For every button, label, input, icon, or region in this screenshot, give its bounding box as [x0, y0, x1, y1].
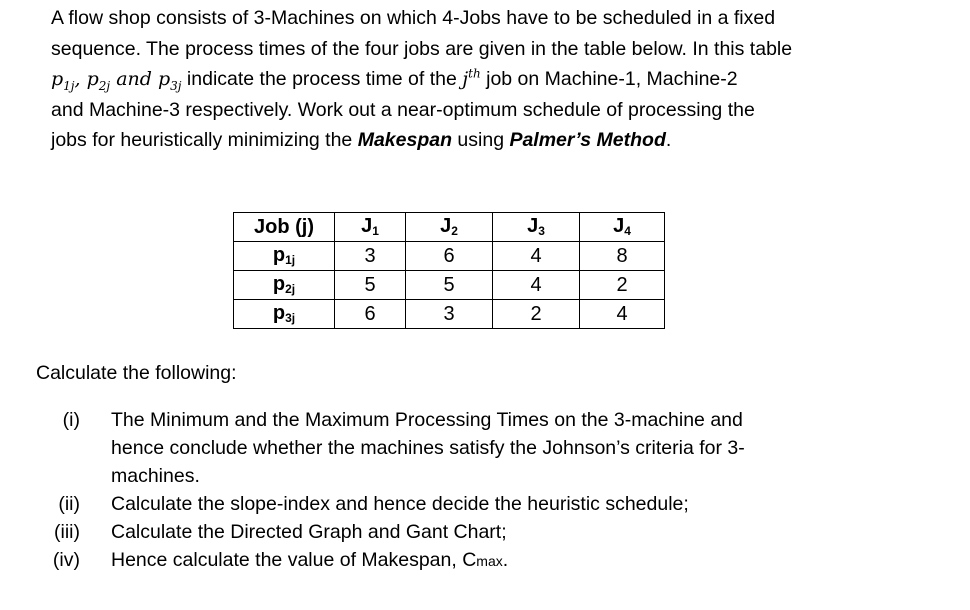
- question-1: [111, 406, 811, 490]
- intro-line-3: $p_{1j}$, $p_{2j}$ and $p_{3j}$ indicate the process time of the $j^{th}$ job on Machine-1, Machine-2: [51, 66, 738, 93]
- table-cell: 2: [580, 271, 665, 300]
- question-number-1: (i): [62, 409, 80, 431]
- math-p1j: $p_{1j}$, $p_{2j}$ and $p_{3j}$: [51, 68, 182, 93]
- table-cell: 3: [406, 300, 493, 329]
- makespan-term: Makespan: [357, 129, 452, 151]
- question-number-3: (iii): [54, 521, 80, 543]
- intro-line-5: jobs for heuristically minimizing the Makespan using Palmer’s Method.: [51, 129, 672, 151]
- calculate-heading: Calculate the following:: [36, 362, 237, 384]
- table-cell: 4: [493, 242, 580, 271]
- job-column-2: J2: [406, 213, 493, 242]
- job-column-3: J3: [493, 213, 580, 242]
- table-row: [234, 242, 665, 271]
- job-column-1: J1: [335, 213, 406, 242]
- question-1-line-2: hence conclude whether the machines satisfy the Johnson’s criteria for 3-: [111, 437, 745, 459]
- intro-line-2: sequence. The process times of the four jobs are given in the table below. In this table: [51, 37, 793, 60]
- row-label-p3j: p3j: [234, 300, 335, 329]
- question-4: Hence calculate the value of Makespan, Cmax.: [111, 549, 509, 571]
- question-3: Calculate the Directed Graph and Gant Chart;: [111, 521, 507, 543]
- table-cell: 6: [335, 300, 406, 329]
- math-jth: $j^{th}$: [462, 66, 481, 90]
- table-row: [234, 271, 665, 300]
- table-cell: 5: [406, 271, 493, 300]
- question-1-line-3: machines.: [111, 465, 200, 487]
- row-label-p2j: p2j: [234, 271, 335, 300]
- intro-line-1: A flow shop consists of 3-Machines on which 4-Jobs have to be scheduled in a fixed: [51, 7, 776, 29]
- table-cell: 5: [335, 271, 406, 300]
- table-cell: 4: [493, 271, 580, 300]
- palmer-method-term: Palmer’s Method: [509, 129, 666, 151]
- table-header-row: [234, 213, 665, 242]
- table-cell: 8: [580, 242, 665, 271]
- process-times-table: [233, 212, 665, 329]
- row-label-p1j: p1j: [234, 242, 335, 271]
- job-column-4: J4: [580, 213, 665, 242]
- table-cell: 3: [335, 242, 406, 271]
- table-cell: 4: [580, 300, 665, 329]
- job-header: Job (j): [234, 213, 335, 242]
- problem-statement: [51, 3, 931, 156]
- intro-line-4: and Machine-3 respectively. Work out a near-optimum schedule of processing the: [51, 98, 755, 121]
- question-number-2: (ii): [58, 493, 80, 515]
- question-2: Calculate the slope-index and hence decide the heuristic schedule;: [111, 493, 689, 515]
- question-1-line-1: The Minimum and the Maximum Processing Times on the 3-machine and: [111, 409, 743, 431]
- question-number-4: (iv): [52, 549, 80, 571]
- table-cell: 6: [406, 242, 493, 271]
- table-row: [234, 300, 665, 329]
- table-cell: 2: [493, 300, 580, 329]
